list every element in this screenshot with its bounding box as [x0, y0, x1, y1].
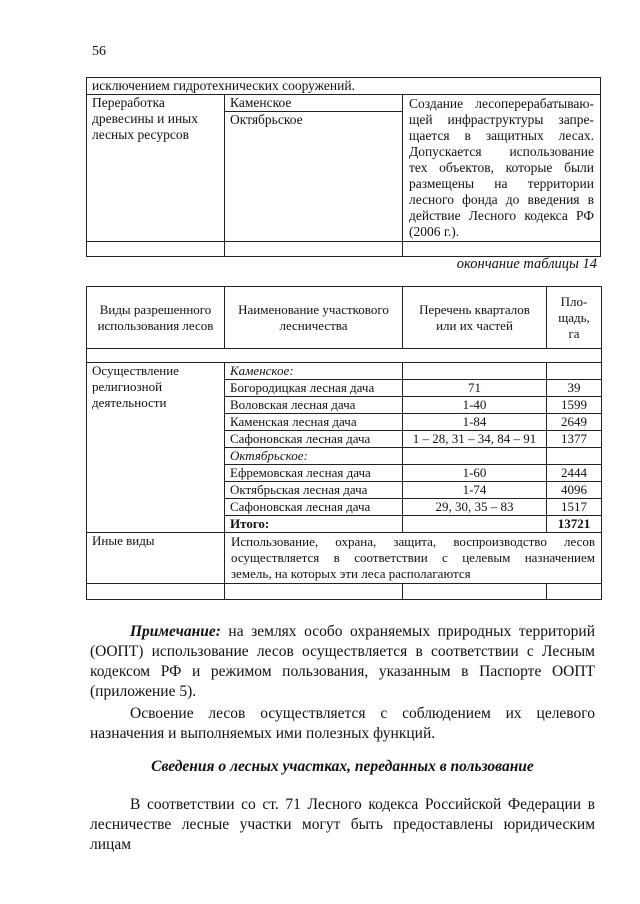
cell-line: Переработка: [92, 95, 165, 110]
forest-name: Каменская лесная дача: [225, 414, 403, 431]
table-row: [87, 533, 602, 584]
cell-line: религиозной: [92, 379, 163, 394]
note-line: размещены на территории: [409, 176, 594, 191]
cell-line: деятельности: [92, 395, 167, 410]
note-line: Допускается использование: [409, 144, 594, 159]
area: 1517: [547, 499, 602, 516]
paragraph: В соответствии со ст. 71 Лесного кодекса Российской Федерации в лесничестве лесные участки могут быть предоставлены юридическим лицам: [90, 796, 595, 853]
table-row: [87, 95, 601, 242]
spacer-row: [87, 584, 602, 600]
header-forestry: [225, 287, 403, 349]
header-quarters: [403, 287, 547, 349]
paragraph: Освоение лесов осуществляется с соблюдением их целевого назначения и выполняемых ими полезных функций.: [90, 705, 595, 742]
forest-name: Сафоновская лесная дача: [225, 431, 403, 448]
empty-cell: [225, 584, 403, 600]
section-heading: Сведения о лесных участках, переданных в пользование: [151, 758, 534, 775]
forestry-group: Октябрьское:: [225, 448, 403, 465]
total-label: Итого:: [225, 516, 403, 533]
header-line: га: [568, 325, 580, 341]
note-line: (2006 г.).: [409, 224, 460, 239]
area: 1599: [547, 397, 602, 414]
header-line: лесничества: [279, 317, 348, 333]
forest-name: Воловская лесная дача: [225, 397, 403, 414]
total-value: 13721: [547, 516, 602, 533]
header-line: Виды разрешенного: [99, 301, 212, 317]
cell-line: земель, на которых эти леса располагаются: [231, 566, 471, 581]
header-row: [87, 287, 602, 349]
empty-cell: [547, 448, 602, 465]
quarters: 1-60: [403, 465, 547, 482]
header-line: щадь,: [558, 309, 590, 325]
cell-line: Осуществление: [92, 363, 179, 378]
empty-cell: [87, 242, 225, 257]
forestry-name: Октябрьское: [230, 112, 303, 127]
quarters: 29, 30, 35 – 83: [403, 499, 547, 516]
forest-name: Октябрьская лесная дача: [225, 482, 403, 499]
quarters: 1-40: [403, 397, 547, 414]
empty-cell: [87, 584, 225, 600]
other-text-cell: [225, 533, 602, 584]
activity-cell: Иные виды: [87, 533, 225, 584]
continued-table: [86, 77, 601, 257]
forest-name: Богородицкая лесная дача: [225, 380, 403, 397]
header-line: Пло-: [560, 293, 588, 309]
quarters: 1-74: [403, 482, 547, 499]
quarters: 1-84: [403, 414, 547, 431]
forestry-cell: [225, 95, 403, 242]
table-row: [87, 242, 601, 257]
empty-cell: [403, 363, 547, 380]
table-cell: исключением гидротехнических сооружений.: [87, 78, 601, 95]
cell-line: осуществляется в соответствии с целевым назначением: [231, 550, 595, 565]
empty-cell: [547, 584, 602, 600]
empty-cell: [403, 584, 547, 600]
note-line: Создание лесоперерабатываю-: [409, 96, 594, 111]
cell-line: лесных ресурсов: [92, 127, 189, 142]
header-line: использования лесов: [97, 317, 214, 333]
empty-cell: [225, 242, 403, 257]
page-number: 56: [92, 44, 106, 59]
quarters: 71: [403, 380, 547, 397]
note-line: тех объектов, которые были: [409, 160, 594, 175]
area: 4096: [547, 482, 602, 499]
area: 2649: [547, 414, 602, 431]
empty-cell: [403, 448, 547, 465]
quarters: 1 – 28, 31 – 34, 84 – 91: [403, 431, 547, 448]
note-text: на землях особо охраняемых природных территорий (ООПТ) использование лесов осуществляется в соответствии с Лесным кодексом РФ и режимом пользования, указанным в Паспорте ООПТ (приложение 5).: [90, 623, 595, 700]
note-line: щей инфраструктуры запре-: [409, 112, 594, 127]
header-area: [547, 287, 602, 349]
forest-name: Сафоновская лесная дача: [225, 499, 403, 516]
table-row: [87, 78, 601, 95]
area: 39: [547, 380, 602, 397]
header-line: Перечень кварталов: [419, 301, 530, 317]
forestry-name: Каменское: [225, 95, 402, 112]
activity-cell: [87, 363, 225, 533]
header-line: или их частей: [436, 317, 513, 333]
cell-line: древесины и иных: [92, 111, 198, 126]
table-row: [87, 363, 602, 380]
note-cell: [403, 95, 601, 242]
empty-cell: [403, 242, 601, 257]
activity-cell: [87, 95, 225, 242]
forestry-group: Каменское:: [225, 363, 403, 380]
spacer-row: [87, 349, 602, 363]
note-line: действие Лесного кодекса РФ: [409, 208, 594, 223]
note-paragraph: [90, 622, 595, 702]
forest-name: Ефремовская лесная дача: [225, 465, 403, 482]
note-line: щается в защитных лесах.: [409, 128, 594, 143]
cell-line: Использование, охрана, защита, воспроизводство лесов: [231, 534, 595, 549]
header-activity: [87, 287, 225, 349]
table-caption: окончание таблицы 14: [456, 256, 597, 272]
note-line: лесного фонда до введения в: [409, 192, 594, 207]
area: 1377: [547, 431, 602, 448]
area: 2444: [547, 465, 602, 482]
permitted-use-table: [86, 286, 602, 600]
note-label: Примечание:: [130, 623, 221, 640]
header-line: Наименование участкового: [238, 301, 389, 317]
empty-cell: [87, 349, 602, 363]
empty-cell: [403, 516, 547, 533]
empty-cell: [547, 363, 602, 380]
